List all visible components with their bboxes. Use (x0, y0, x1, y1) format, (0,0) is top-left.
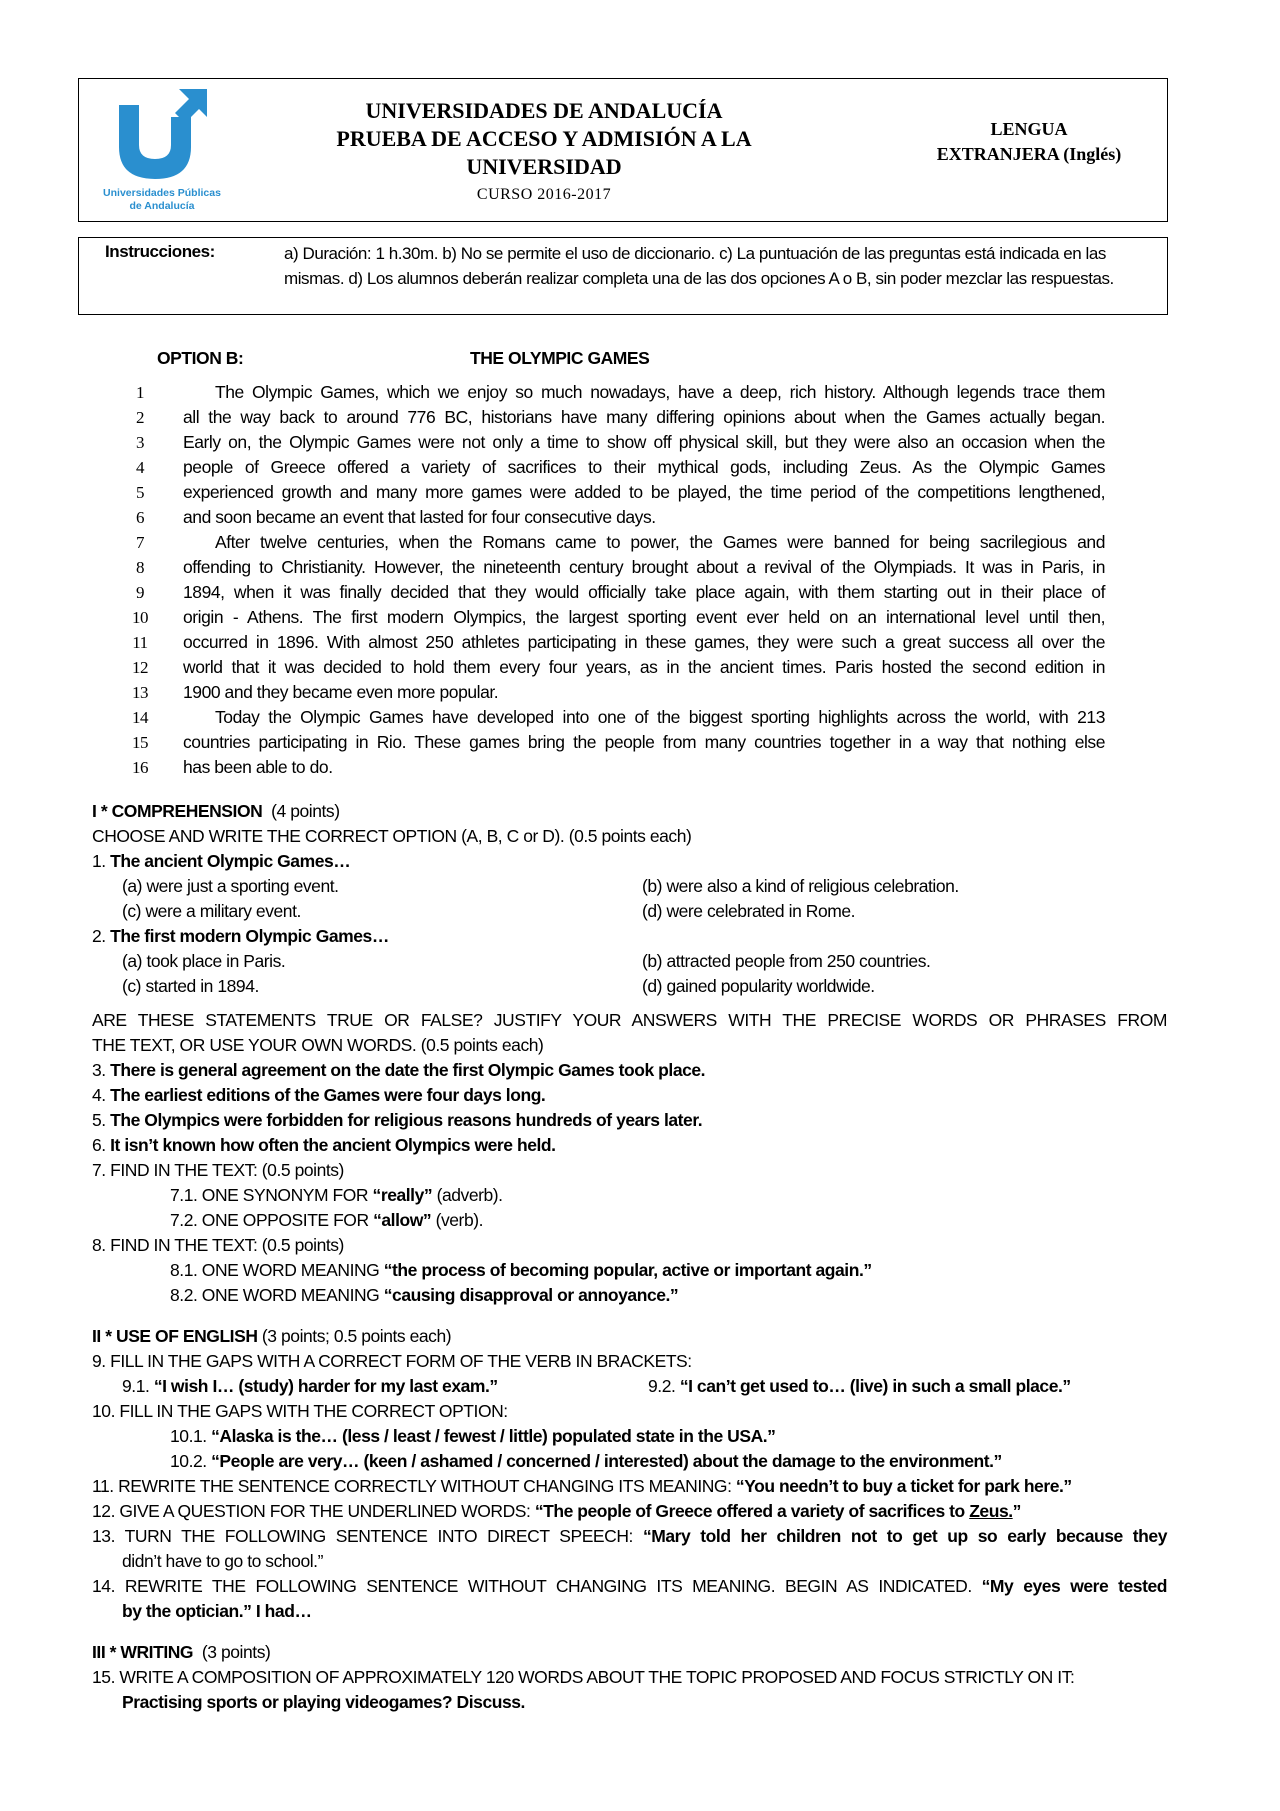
passage-line (120, 580, 1105, 605)
q10-2-number: 10.2. (170, 1451, 212, 1471)
q13-sentence-part-1: “Mary told her children not to get up so early because they (642, 1526, 1167, 1546)
logo-text-line-1: Universidades Públicas (103, 187, 221, 199)
q14-sentence-part-1: “My eyes were tested (981, 1576, 1167, 1596)
passage-line (120, 505, 1105, 530)
q1-option-d: (d) were celebrated in Rome. (642, 901, 856, 921)
q3-number: 3. (92, 1060, 106, 1080)
line-number: 15 (131, 733, 149, 752)
q1-option-c: (c) were a military event. (122, 901, 301, 921)
passage-line (120, 655, 1105, 680)
instructions-text: a) Duración: 1 h.30m. b) No se permite el uso de diccionario. c) La puntuación de las preguntas está indicada en las mismas. d) Los alumnos deberán realizar completa una de las dos opciones A o B, sin poder mezclar las respuestas. (284, 244, 1114, 288)
q10-1-number: 10.1. (170, 1426, 212, 1446)
question-8-1 (170, 1258, 872, 1282)
q1-option-a: (a) were just a sporting event. (122, 876, 339, 896)
question-3 (92, 1058, 705, 1082)
q8-2-definition: “causing disapproval or annoyance.” (383, 1285, 679, 1305)
q11-instruction: 11. REWRITE THE SENTENCE CORRECTLY WITHOUT CHANGING ITS MEANING: (92, 1476, 736, 1496)
question-10-1 (170, 1424, 776, 1448)
question-14 (92, 1574, 1167, 1598)
question-10-2 (170, 1449, 1002, 1473)
section-2-points: (3 points; 0.5 points each) (257, 1326, 452, 1346)
q15-topic: Practising sports or playing videogames? Discuss. (122, 1692, 525, 1712)
q8-2-prefix: 8.2. ONE WORD MEANING (170, 1285, 384, 1305)
title-line-2: PRUEBA DE ACCESO Y ADMISIÓN A LA (336, 126, 752, 151)
line-number: 16 (131, 758, 149, 777)
line-number: 11 (132, 633, 148, 652)
q7-2-word: “allow” (373, 1210, 432, 1230)
q2-option-d: (d) gained popularity worldwide. (642, 976, 875, 996)
line-number: 7 (135, 533, 145, 552)
q10-2-sentence: “People are very… (keen / ashamed / concerned / interested) about the damage to the environment.” (211, 1451, 1002, 1471)
line-number: 13 (131, 683, 149, 702)
q4-statement: The earliest editions of the Games were four days long. (110, 1085, 546, 1105)
q1-stem: The ancient Olympic Games… (110, 851, 351, 871)
passage-text: 1900 and they became even more popular. (183, 682, 499, 702)
passage-line (120, 430, 1105, 455)
tf-instruction-line-2: THE TEXT, OR USE YOUR OWN WORDS. (0.5 points each) (92, 1035, 544, 1055)
passage-line (120, 480, 1105, 505)
section-3-heading (92, 1640, 270, 1664)
line-number: 12 (131, 658, 149, 677)
line-number: 14 (131, 708, 149, 727)
q9-1-sentence: “I wish I… (study) harder for my last exam.” (153, 1376, 498, 1396)
exam-header (78, 78, 1168, 222)
question-9-1 (122, 1374, 498, 1398)
q2-stem: The first modern Olympic Games… (110, 926, 389, 946)
question-9: 9. FILL IN THE GAPS WITH A CORRECT FORM OF THE VERB IN BRACKETS: (92, 1351, 692, 1371)
q1-number: 1. (92, 851, 106, 871)
q6-number: 6. (92, 1135, 106, 1155)
logo-text-line-2: de Andalucía (129, 200, 195, 212)
question-4 (92, 1083, 545, 1107)
passage-line (120, 630, 1105, 655)
passage-line (120, 405, 1105, 430)
title-block (294, 97, 794, 207)
instructions-box (78, 237, 1168, 315)
question-9-2 (648, 1374, 1071, 1398)
question-5 (92, 1108, 702, 1132)
q6-statement: It isn’t known how often the ancient Olympics were held. (110, 1135, 556, 1155)
university-logo (97, 87, 227, 215)
instructions-label: Instrucciones: (105, 242, 215, 261)
passage-text: occurred in 1896. With almost 250 athletes participating in these games, they were such a great success all over the (183, 632, 1105, 652)
passage-line (120, 755, 1105, 780)
passage-text: The Olympic Games, which we enjoy so much nowadays, have a deep, rich history. Although legends trace them (215, 382, 1105, 402)
q13-sentence-part-2: didn’t have to go to school.” (122, 1551, 323, 1571)
q13-instruction: 13. TURN THE FOLLOWING SENTENCE INTO DIRECT SPEECH: (92, 1526, 643, 1546)
passage-text: origin - Athens. The first modern Olympics, the largest sporting event ever held on an international level until then, (183, 607, 1105, 627)
q12-close-quote: ” (1012, 1501, 1021, 1521)
question-8: 8. FIND IN THE TEXT: (0.5 points) (92, 1235, 344, 1255)
passage-text: 1894, when it was finally decided that they would officially take place again, with them starting out in their place of (183, 582, 1105, 602)
passage-line (120, 605, 1105, 630)
q2-option-b: (b) attracted people from 250 countries. (642, 951, 931, 971)
passage-line (120, 530, 1105, 555)
subject-line-1: LENGUA (990, 119, 1068, 139)
section-1-heading (92, 799, 340, 823)
question-2 (92, 924, 389, 948)
passage-text: and soon became an event that lasted for four consecutive days. (183, 507, 656, 527)
q9-2-sentence: “I can’t get used to… (live) in such a small place.” (679, 1376, 1071, 1396)
q3-statement: There is general agreement on the date the first Olympic Games took place. (110, 1060, 706, 1080)
q11-sentence: “You needn’t to buy a ticket for park here.” (735, 1476, 1072, 1496)
passage-text: experienced growth and many more games were added to be played, the time period of the competitions lengthened, (183, 482, 1105, 502)
passage-line (120, 555, 1105, 580)
line-number: 9 (135, 583, 145, 602)
section-3-title: III * WRITING (92, 1642, 194, 1662)
line-number: 2 (135, 408, 145, 427)
q7-1-word: “really” (372, 1185, 433, 1205)
q2-number: 2. (92, 926, 106, 946)
line-number: 8 (135, 558, 145, 577)
passage-text: offending to Christianity. However, the nineteenth century brought about a revival of the Olympiads. It was in Paris, in (183, 557, 1105, 577)
passage-text: Today the Olympic Games have developed into one of the biggest sporting highlights across the world, with 213 (215, 707, 1105, 727)
line-number: 3 (135, 433, 145, 452)
passage-line (120, 705, 1105, 730)
q8-1-definition: “the process of becoming popular, active or important again.” (383, 1260, 872, 1280)
passage-text: all the way back to around 776 BC, historians have many differing opinions about when the Games actually began. (183, 407, 1105, 427)
passage-text: countries participating in Rio. These games bring the people from many countries together in a way that nothing else (183, 732, 1105, 752)
passage-line (120, 680, 1105, 705)
question-13 (92, 1524, 1167, 1548)
passage-text: people of Greece offered a variety of sacrifices to their mythical gods, including Zeus. As the Olympic Games (183, 457, 1105, 477)
question-15: 15. WRITE A COMPOSITION OF APPROXIMATELY 120 WORDS ABOUT THE TOPIC PROPOSED AND FOCUS STRICTLY ON IT: (92, 1667, 1075, 1687)
q9-2-number: 9.2. (648, 1376, 680, 1396)
line-number: 5 (135, 483, 145, 502)
passage-text: world that it was decided to hold them every four years, as in the ancient times. Paris hosted the second edition in (183, 657, 1105, 677)
question-7-1 (170, 1183, 503, 1207)
q9-1-number: 9.1. (122, 1376, 154, 1396)
u-logo-icon (111, 87, 211, 182)
q12-underlined-word: Zeus. (969, 1501, 1013, 1521)
tf-instruction-line-1: ARE THESE STATEMENTS TRUE OR FALSE? JUSTIFY YOUR ANSWERS WITH THE PRECISE WORDS OR PHRASES FROM (92, 1010, 1167, 1030)
question-12 (92, 1499, 1021, 1523)
title-line-3: UNIVERSIDAD (466, 154, 622, 179)
q12-instruction: 12. GIVE A QUESTION FOR THE UNDERLINED WORDS: (92, 1501, 535, 1521)
passage-title: THE OLYMPIC GAMES (470, 348, 650, 368)
passage-text: After twelve centuries, when the Romans came to power, the Games were banned for being sacrilegious and (215, 532, 1105, 552)
q8-1-prefix: 8.1. ONE WORD MEANING (170, 1260, 384, 1280)
question-8-2 (170, 1283, 678, 1307)
q2-option-c: (c) started in 1894. (122, 976, 259, 996)
q5-number: 5. (92, 1110, 106, 1130)
line-number: 4 (135, 458, 145, 477)
passage-line (120, 380, 1105, 405)
section-1-points: (4 points) (271, 801, 340, 821)
question-7-2 (170, 1208, 483, 1232)
course-year: CURSO 2016-2017 (476, 186, 612, 203)
section-1-title: I * COMPREHENSION (92, 801, 263, 821)
q14-instruction: 14. REWRITE THE FOLLOWING SENTENCE WITHOUT CHANGING ITS MEANING. BEGIN AS INDICATED. (92, 1576, 982, 1596)
section-3-points: (3 points) (201, 1642, 271, 1662)
subject-label (909, 117, 1149, 167)
q7-2-prefix: 7.2. ONE OPPOSITE FOR (170, 1210, 374, 1230)
q10-1-sentence: “Alaska is the… (less / least / fewest / little) populated state in the USA.” (211, 1426, 776, 1446)
question-11 (92, 1474, 1072, 1498)
q7-2-suffix: (verb). (431, 1210, 484, 1230)
line-number: 6 (135, 508, 145, 527)
q7-1-suffix: (adverb). (432, 1185, 503, 1205)
title-line-1: UNIVERSIDADES DE ANDALUCÍA (365, 98, 723, 123)
q2-option-a: (a) took place in Paris. (122, 951, 286, 971)
passage-text: has been able to do. (183, 757, 333, 777)
line-number: 10 (131, 608, 149, 627)
q12-sentence: “The people of Greece offered a variety of sacrifices to (534, 1501, 970, 1521)
passage-text: Early on, the Olympic Games were not only a time to show off physical skill, but they were also an occasion when the (183, 432, 1105, 452)
q5-statement: The Olympics were forbidden for religious reasons hundreds of years later. (110, 1110, 703, 1130)
passage-line (120, 455, 1105, 480)
section-2-heading (92, 1324, 451, 1348)
question-10: 10. FILL IN THE GAPS WITH THE CORRECT OPTION: (92, 1401, 508, 1421)
section-2-title: II * USE OF ENGLISH (92, 1326, 258, 1346)
question-1 (92, 849, 350, 873)
subject-line-2: EXTRANJERA (Inglés) (936, 144, 1122, 164)
q14-sentence-part-2: by the optician.” I had… (122, 1601, 312, 1621)
q4-number: 4. (92, 1085, 106, 1105)
question-7: 7. FIND IN THE TEXT: (0.5 points) (92, 1160, 344, 1180)
question-6 (92, 1133, 556, 1157)
line-number: 1 (135, 383, 145, 402)
option-label: OPTION B: (157, 348, 244, 368)
section-1-instruction: CHOOSE AND WRITE THE CORRECT OPTION (A, B, C or D). (0.5 points each) (92, 826, 692, 846)
q7-1-prefix: 7.1. ONE SYNONYM FOR (170, 1185, 373, 1205)
passage-line (120, 730, 1105, 755)
reading-passage (120, 380, 1105, 780)
q1-option-b: (b) were also a kind of religious celebration. (642, 876, 959, 896)
